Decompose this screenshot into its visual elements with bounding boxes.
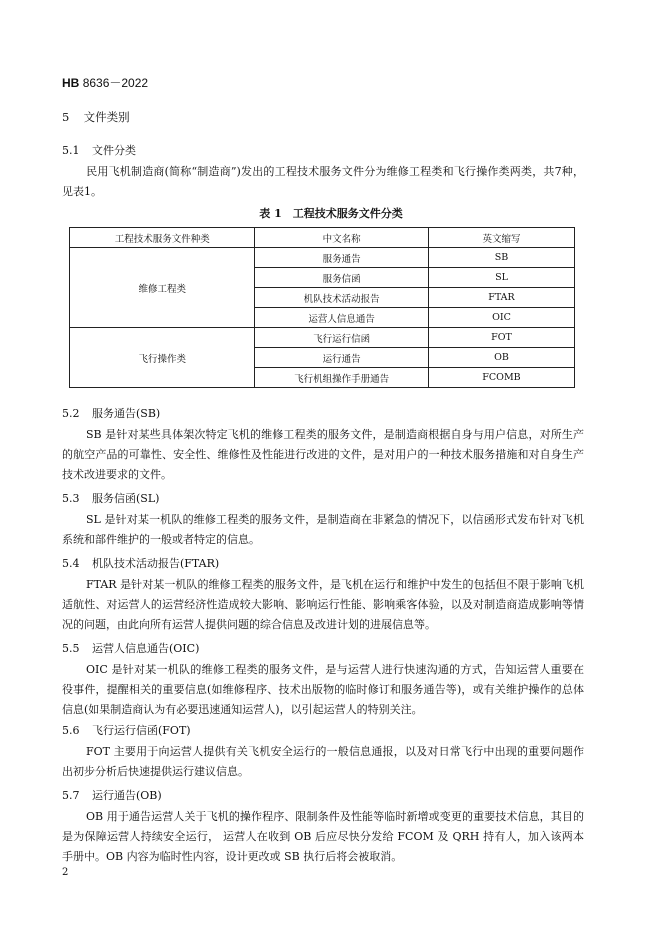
- section-5-2-body: [62, 425, 584, 485]
- section-5-4-body: [62, 575, 584, 635]
- chinese-name-cell: 飞行运行信函: [255, 328, 429, 348]
- section-5-4-heading: [62, 555, 219, 571]
- section-title: 服务信函(SL): [92, 492, 160, 505]
- abbreviation-cell: OIC: [428, 308, 574, 328]
- standard-code: HB: [62, 76, 80, 90]
- section-5-2-heading: [62, 405, 160, 421]
- chinese-name-cell: 服务信函: [255, 268, 429, 288]
- table-header-row: [70, 228, 575, 248]
- page-number: 2: [62, 867, 69, 878]
- paragraph-text: OB 用于通告运营人关于飞机的操作程序、限制条件及性能等临时新增或变更的重要技术信息，其目的是为保障运营人持续安全运行， 运营人在收到 OB 后应尽快分发给 FCOM 及 QRH 持有人，加入该两本手册中。OB 内容为临时性内容，设计更改或 SB 执行后将会被取消。: [62, 810, 584, 863]
- table-row: [70, 328, 575, 348]
- section-title: 机队技术活动报告(FTAR): [92, 557, 220, 570]
- table-row: [70, 248, 575, 268]
- section-number: 5.1: [62, 144, 80, 157]
- section-number: 5.2: [62, 407, 80, 420]
- section-5-heading: [62, 109, 130, 125]
- chinese-name-cell: 运行通告: [255, 348, 429, 368]
- section-number: 5.5: [62, 642, 80, 655]
- section-5-7-heading: [62, 787, 162, 803]
- section-title: 飞行运行信函(FOT): [92, 724, 191, 737]
- category-cell: 飞行操作类: [70, 328, 255, 388]
- paragraph-text: 民用飞机制造商(简称“制造商”)发出的工程技术服务文件分为维修工程类和飞行操作类两类，共7种，见表1。: [62, 165, 584, 198]
- table-header-cell: 中文名称: [255, 228, 429, 248]
- category-cell: 维修工程类: [70, 248, 255, 328]
- section-5-1-body: [62, 162, 584, 202]
- section-title: 运行通告(OB): [92, 789, 162, 802]
- chinese-name-cell: 飞行机组操作手册通告: [255, 368, 429, 388]
- section-number: 5: [62, 110, 70, 124]
- section-5-5-heading: [62, 640, 199, 656]
- section-5-3-heading: [62, 490, 159, 506]
- section-number: 5.3: [62, 492, 80, 505]
- section-title: 运营人信息通告(OIC): [92, 642, 200, 655]
- abbreviation-cell: SL: [428, 268, 574, 288]
- abbreviation-cell: OB: [428, 348, 574, 368]
- section-title: 服务通告(SB): [92, 407, 161, 420]
- section-5-6-body: [62, 742, 584, 782]
- abbreviation-cell: FOT: [428, 328, 574, 348]
- section-5-6-heading: [62, 722, 191, 738]
- section-5-7-body: [62, 807, 584, 867]
- section-title: 文件类别: [83, 110, 130, 124]
- document-header: [62, 74, 148, 91]
- section-title: 文件分类: [92, 144, 136, 157]
- paragraph-text: SL 是针对某一机队的维修工程类的服务文件，是制造商在非紧急的情况下，以信函形式发布针对飞机系统和部件维护的一般或者特定的信息。: [62, 513, 584, 546]
- table-header-cell: 英文缩写: [428, 228, 574, 248]
- section-5-1-heading: [62, 142, 136, 158]
- abbreviation-cell: SB: [428, 248, 574, 268]
- chinese-name-cell: 服务通告: [255, 248, 429, 268]
- chinese-name-cell: 机队技术活动报告: [255, 288, 429, 308]
- section-5-3-body: [62, 510, 584, 550]
- paragraph-text: SB 是针对某些具体架次特定飞机的维修工程类的服务文件，是制造商根据自身与用户信息，对所生产的航空产品的可靠性、安全性、维修性及性能进行改进的文件，是对用户的一种技术服务措施和对自身生产技术改进要求的文件。: [62, 428, 584, 481]
- table-caption: 表 1 工程技术服务文件分类: [259, 207, 403, 220]
- section-number: 5.7: [62, 789, 80, 802]
- document-classification-table: [69, 227, 575, 388]
- section-5-5-body: [62, 660, 584, 720]
- paragraph-text: FTAR 是针对某一机队的维修工程类的服务文件，是飞机在运行和维护中发生的包括但不限于影响飞机适航性、对运营人的运营经济性造成较大影响、影响运行性能、影响乘客体验，以及对制造商造成影响等情况的问题，由此向所有运营人提供问题的综合信息及改进计划的进展信息等。: [62, 578, 584, 631]
- table-header-cell: 工程技术服务文件种类: [70, 228, 255, 248]
- abbreviation-cell: FCOMB: [428, 368, 574, 388]
- chinese-name-cell: 运营人信息通告: [255, 308, 429, 328]
- paragraph-text: FOT 主要用于向运营人提供有关飞机安全运行的一般信息通报，以及对日常飞行中出现的重要问题作出初步分析后快速提供运行建议信息。: [62, 745, 584, 778]
- section-number: 5.4: [62, 557, 80, 570]
- section-number: 5.6: [62, 724, 80, 737]
- standard-number: 8636－2022: [82, 76, 149, 90]
- abbreviation-cell: FTAR: [428, 288, 574, 308]
- paragraph-text: OIC 是针对某一机队的维修工程类的服务文件，是与运营人进行快速沟通的方式，告知运营人重要在役事件，提醒相关的重要信息(如维修程序、技术出版物的临时修订和服务通告等)，或有关维护操作的总体信息(如果制造商认为有必要迅速通知运营人)，以引起运营人的特别关注。: [62, 663, 584, 716]
